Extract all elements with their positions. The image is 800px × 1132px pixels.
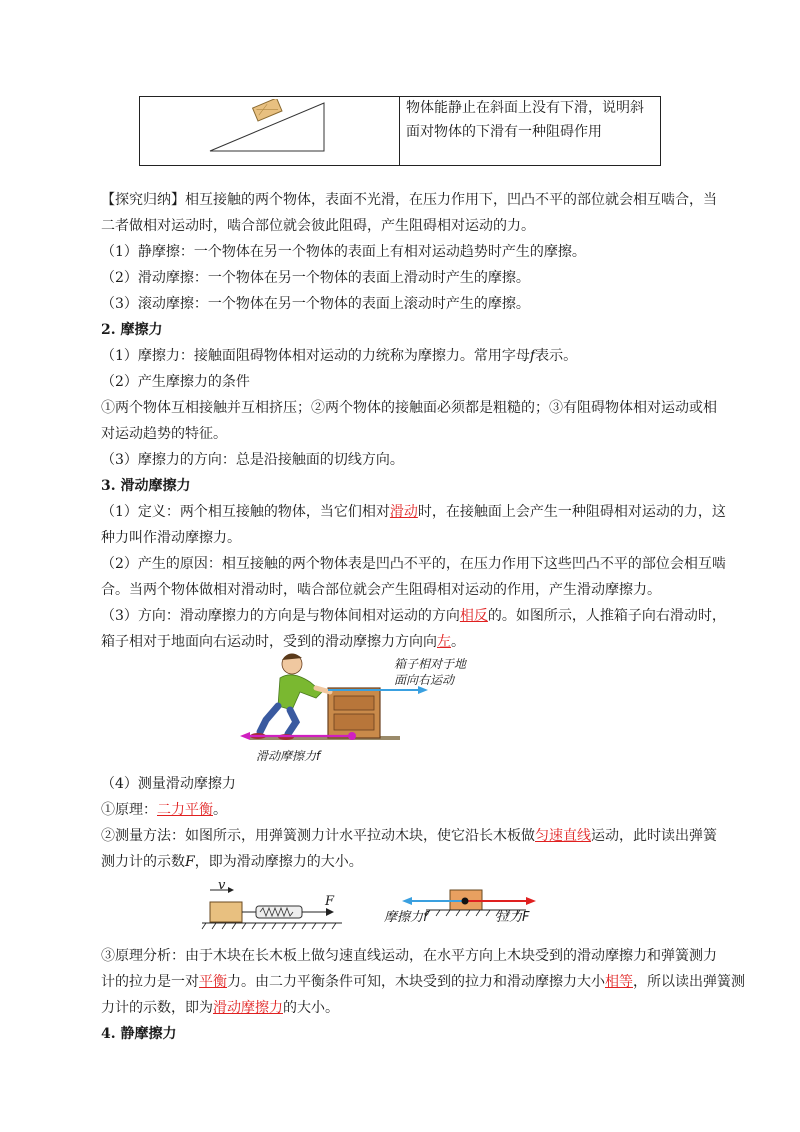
measure-method: ②测量方法：如图所示，用弹簧测力计水平拉动木块，使它沿长木板做匀速直线运动，此时读出弹簧 (101, 828, 717, 844)
summary-line-1: 【探究归纳】相互接触的两个物体，表面不光滑，在压力作用下，凹凸不平的部位就会相互啮合，当 (101, 192, 717, 208)
section-2-p2: （2）产生摩擦力的条件 (101, 374, 250, 390)
section-3-definition-line-2: 种力叫作滑动摩擦力。 (101, 530, 241, 546)
measure-heading: （4）测量滑动摩擦力 (101, 776, 236, 792)
section-2-p1: （1）摩擦力：接触面阻碍物体相对运动的力统称为摩擦力。常用字母f表示。 (101, 348, 578, 364)
measure-principle: ①原理：二力平衡。 (101, 802, 227, 818)
section-3-heading: 3. 滑动摩擦力 (101, 478, 191, 494)
section-2-p4: （3）摩擦力的方向：总是沿接触面的切线方向。 (101, 452, 404, 468)
summary-item-3: （3）滚动摩擦：一个物体在另一个物体的表面上滚动时产生的摩擦。 (101, 296, 530, 312)
table-divider (399, 97, 400, 165)
section-4-heading: 4. 静摩擦力 (101, 1026, 177, 1042)
summary-line-2: 二者做相对运动时，啮合部位就会彼此阻碍，产生阻碍相对运动的力。 (101, 218, 535, 234)
analysis-line-1: ③原理分析：由于木块在长木板上做匀速直线运动，在水平方向上木块受到的滑动摩擦力和弹簧测力 (101, 948, 717, 964)
fig3-friction-label: 摩擦力f (384, 910, 428, 925)
experiment-table (139, 96, 661, 166)
incline-figure (200, 99, 390, 165)
table-cell-text-1: 物体能静止在斜面上没有下滑，说明斜 (406, 100, 644, 116)
measure-method-line-2: 测力计的示数F，即为滑动摩擦力的大小。 (101, 854, 363, 870)
fig1-label-bottom: 滑动摩擦力f (256, 749, 321, 763)
section-3-cause-line-1: （2）产生的原因：相互接触的两个物体表是凹凸不平的，在压力作用下这些凹凸不平的部位会相互啮 (101, 556, 726, 572)
fig3-pull-label: 拉力F (496, 910, 530, 925)
section-2-p3-line-2: 对运动趋势的特征。 (101, 426, 227, 442)
section-3-direction-line-2: 箱子相对于地面向右运动时，受到的滑动摩擦力方向向左。 (101, 634, 465, 650)
analysis-line-3: 力计的示数，即为滑动摩擦力的大小。 (101, 1000, 339, 1016)
fig1-label-top-2: 面向右运动 (394, 673, 455, 687)
section-2-heading: 2. 摩擦力 (101, 322, 163, 338)
section-3-definition: （1）定义：两个相互接触的物体，当它们相对滑动时，在接触面上会产生一种阻碍相对运动的力，这 (101, 504, 726, 520)
section-3-direction: （3）方向：滑动摩擦力的方向是与物体间相对运动的方向相反的。如图所示，人推箱子向右滑动时， (101, 608, 726, 624)
section-2-p3-line-1: ①两个物体互相接触并互相挤压；②两个物体的接触面必须都是粗糙的；③有阻碍物体相对运动或相 (101, 400, 717, 416)
section-3-cause-line-2: 合。当两个物体做相对滑动时，啮合部位就会产生阻碍相对运动的作用，产生滑动摩擦力。 (101, 582, 661, 598)
summary-item-2: （2）滑动摩擦：一个物体在另一个物体的表面上滑动时产生的摩擦。 (101, 270, 530, 286)
fig2-F-label: F (325, 894, 335, 909)
table-cell-text-2: 面对物体的下滑有一种阻碍作用 (406, 124, 602, 140)
analysis-line-2: 计的拉力是一对平衡力。由二力平衡条件可知，木块受到的拉力和滑动摩擦力大小相等，所以读出弹簧测 (101, 974, 745, 990)
fig2-v-label: v (218, 878, 226, 893)
summary-item-1: （1）静摩擦：一个物体在另一个物体的表面上有相对运动趋势时产生的摩擦。 (101, 244, 586, 260)
fig1-label-top-1: 箱子相对于地 (394, 657, 467, 671)
